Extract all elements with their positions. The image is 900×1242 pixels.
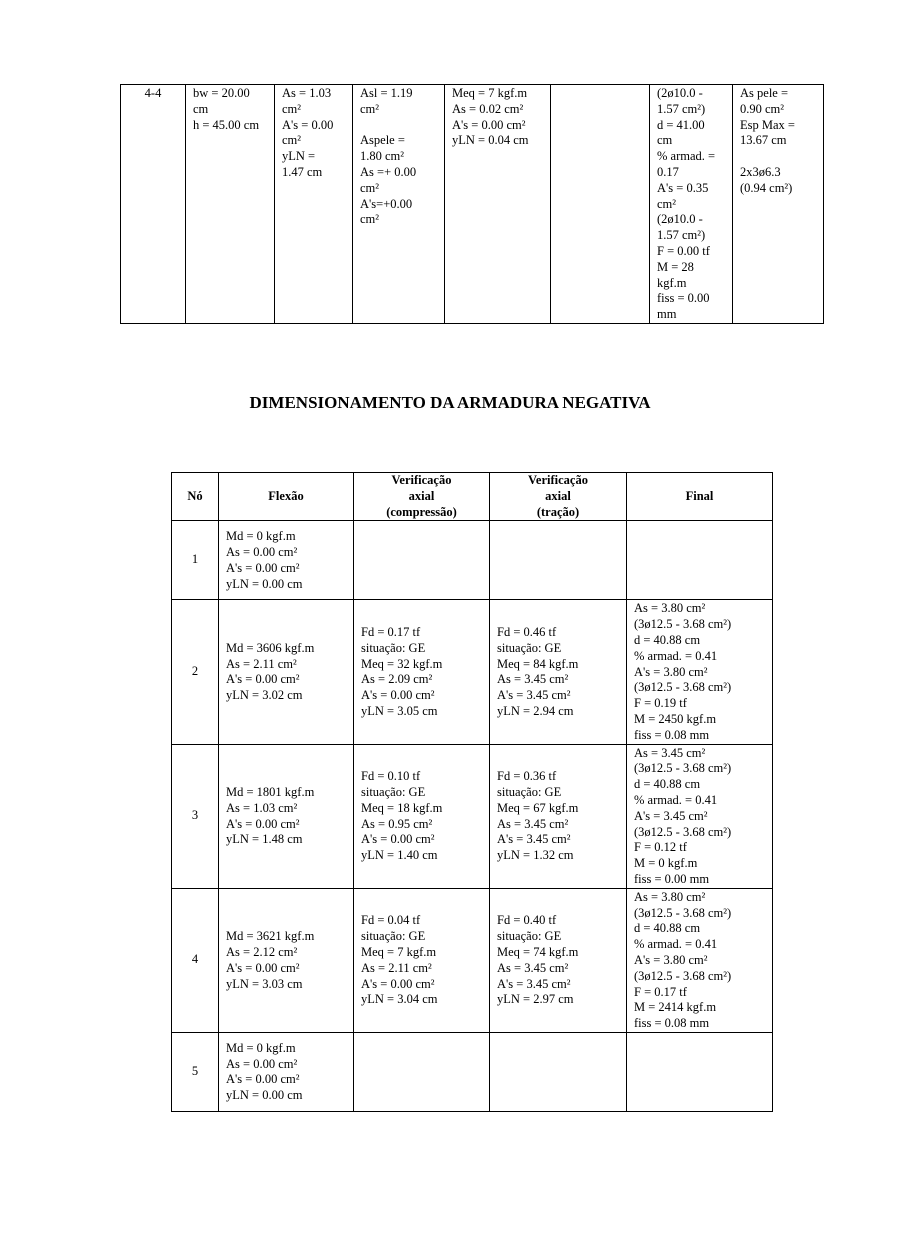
cell-line: Meq = 84 kgf.m xyxy=(497,656,579,671)
cell-line: As = 3.45 cm² xyxy=(497,960,569,975)
cell-line: Meq = 7 kgf.m xyxy=(452,86,528,100)
cell-line: bw = 20.00 xyxy=(193,86,250,100)
cell-line: 1.57 cm²) xyxy=(657,228,706,243)
cell-line: As = 3.45 cm² xyxy=(634,745,706,760)
cell-line: As = 0.95 cm² xyxy=(361,816,433,831)
cell-line: Md = 1801 kgf.m xyxy=(226,785,315,800)
cell-line: yLN = 1.32 cm xyxy=(497,848,574,863)
cell-line: (2ø10.0 - xyxy=(657,86,703,100)
cell-line: % armad. = 0.41 xyxy=(634,648,718,663)
cell-line: kgf.m xyxy=(657,275,687,290)
cell-line: % armad. = 0.41 xyxy=(634,792,718,807)
cell-line: 1.57 cm²) xyxy=(657,101,706,116)
final-cell xyxy=(650,85,733,324)
cell-line: F = 0.00 tf xyxy=(657,243,710,258)
cell-line: Fd = 0.10 tf xyxy=(361,769,421,784)
table-row xyxy=(172,1032,773,1111)
node-cell: 4 xyxy=(172,888,219,1032)
cell-line: yLN = 0.04 cm xyxy=(452,133,529,148)
cell-line: (3ø12.5 - 3.68 cm²) xyxy=(634,680,732,695)
header-final xyxy=(627,473,773,521)
final-cell xyxy=(627,1032,773,1111)
compression-cell xyxy=(354,600,490,744)
cell-line: situação: GE xyxy=(361,640,426,655)
node-cell: 5 xyxy=(172,1032,219,1111)
section-title: DIMENSIONAMENTO DA ARMADURA NEGATIVA xyxy=(249,393,651,412)
header-row xyxy=(172,473,773,521)
cell-line: Nó xyxy=(187,488,203,503)
node-cell: 1 xyxy=(172,521,219,600)
cell-line: 0.17 xyxy=(657,164,679,179)
top-results-table xyxy=(120,84,824,324)
cell-line: A's = 3.45 cm² xyxy=(497,832,571,847)
cell-line: As = 0.00 cm² xyxy=(226,545,298,560)
cell-line: As = 2.12 cm² xyxy=(226,945,298,960)
header-flexion xyxy=(219,473,354,521)
cell-line: A's = 0.00 cm² xyxy=(226,1072,300,1087)
flexion-cell xyxy=(219,521,354,600)
cell-line: cm² xyxy=(282,101,302,116)
shear-cell xyxy=(353,85,445,324)
cell-line: Asl = 1.19 xyxy=(360,86,413,100)
cell-line: A's = 0.00 cm² xyxy=(452,117,526,132)
cell-line: Fd = 0.46 tf xyxy=(497,625,557,640)
flexion-cell xyxy=(219,1032,354,1111)
cell-line: Fd = 0.40 tf xyxy=(497,913,557,928)
cell-line: axial xyxy=(545,488,571,503)
cell-line: Meq = 32 kgf.m xyxy=(361,656,443,671)
cell-line: % armad. = 0.41 xyxy=(634,937,718,952)
table-row xyxy=(172,888,773,1032)
cell-line: d = 40.88 cm xyxy=(634,777,701,792)
traction-cell xyxy=(490,888,627,1032)
cell-line: M = 2414 kgf.m xyxy=(634,1000,717,1015)
cell-line: (0.94 cm²) xyxy=(740,180,793,195)
cell-line: 13.67 cm xyxy=(740,133,787,148)
cell-line: A's = 3.45 cm² xyxy=(497,976,571,991)
cell-line: fiss = 0.08 mm xyxy=(634,1016,710,1031)
cell-line: (tração) xyxy=(536,504,580,519)
header-node xyxy=(172,473,219,521)
cell-line: As = 2.11 cm² xyxy=(226,656,297,671)
cell-line: (3ø12.5 - 3.68 cm²) xyxy=(634,617,732,632)
cell-line: mm xyxy=(657,307,677,322)
cell-line: yLN = 3.04 cm xyxy=(361,992,438,1007)
cell-line: Md = 3621 kgf.m xyxy=(226,929,315,944)
cell-line: fiss = 0.00 mm xyxy=(634,871,710,886)
cell-line: fiss = 0.08 mm xyxy=(634,727,710,742)
table-row xyxy=(172,600,773,744)
cell-line: (3ø12.5 - 3.68 cm²) xyxy=(634,761,732,776)
cell-line: F = 0.19 tf xyxy=(634,696,687,711)
final-cell xyxy=(627,744,773,888)
cell-line: axial xyxy=(408,488,435,503)
traction-cell xyxy=(490,744,627,888)
cell-line: A's = 0.00 cm² xyxy=(361,688,435,703)
cell-line: (3ø12.5 - 3.68 cm²) xyxy=(634,824,732,839)
cell-line: 1.80 cm² xyxy=(360,149,405,164)
header-compression xyxy=(354,473,490,521)
cell-line: Md = 3606 kgf.m xyxy=(226,640,315,655)
cell-line: As = 2.09 cm² xyxy=(361,672,433,687)
table-row xyxy=(121,85,824,324)
cell-line: yLN = 2.97 cm xyxy=(497,992,574,1007)
cell-line: As = 3.45 cm² xyxy=(497,672,569,687)
skin-reinforcement-cell xyxy=(733,85,824,324)
cell-line: As = 0.02 cm² xyxy=(452,101,524,116)
compression-cell xyxy=(354,744,490,888)
node-cell: 3 xyxy=(172,744,219,888)
cell-line: yLN = 1.48 cm xyxy=(226,832,303,847)
cell-line: As = 3.80 cm² xyxy=(634,601,706,616)
flexion-cell xyxy=(275,85,353,324)
cell-line: As = 2.11 cm² xyxy=(361,960,432,975)
cell-line: As = 1.03 xyxy=(282,86,332,100)
cell-line: cm xyxy=(193,101,209,116)
cell-line: Meq = 18 kgf.m xyxy=(361,800,443,815)
cell-line: yLN = xyxy=(282,149,316,164)
table-row xyxy=(172,744,773,888)
cell-line: Aspele = xyxy=(360,133,405,148)
cell-line: % armad. = xyxy=(657,149,716,164)
compression-cell xyxy=(354,521,490,600)
cell-line: 0.90 cm² xyxy=(740,101,785,116)
cell-line: As = 0.00 cm² xyxy=(226,1056,298,1071)
cell-line: A's = 3.45 cm² xyxy=(497,688,571,703)
cell-line: situação: GE xyxy=(497,640,562,655)
cell-line: d = 41.00 xyxy=(657,117,705,132)
flexion-cell xyxy=(219,744,354,888)
cell-line: A's=+0.00 xyxy=(360,196,413,211)
cell-line: Verificação xyxy=(528,473,588,487)
cell-line: As = 1.03 cm² xyxy=(226,800,298,815)
cell-line: yLN = 3.03 cm xyxy=(226,976,303,991)
flexion-cell xyxy=(219,600,354,744)
cell-line: yLN = 0.00 cm xyxy=(226,576,303,591)
cell-line: Md = 0 kgf.m xyxy=(226,529,296,544)
cell-line: A's = 0.00 cm² xyxy=(226,816,300,831)
cell-line: yLN = 1.40 cm xyxy=(361,848,438,863)
cell-line: A's = 0.00 cm² xyxy=(226,560,300,575)
cell-line: fiss = 0.00 xyxy=(657,291,710,306)
final-cell xyxy=(627,600,773,744)
cell-line: Verificação xyxy=(391,473,452,487)
cell-line: yLN = 3.02 cm xyxy=(226,688,303,703)
cell-line: cm² xyxy=(360,212,380,227)
cell-line: Flexão xyxy=(268,488,304,503)
cell-line: (3ø12.5 - 3.68 cm²) xyxy=(634,905,732,920)
cell-line: M = 2450 kgf.m xyxy=(634,711,717,726)
cell-line: 2x3ø6.3 xyxy=(740,164,781,179)
cell-line: yLN = 0.00 cm xyxy=(226,1088,303,1103)
cell-line: yLN = 3.05 cm xyxy=(361,704,438,719)
cell-line: cm² xyxy=(282,133,302,148)
empty-cell xyxy=(551,85,650,324)
cell-line xyxy=(360,118,437,134)
cell-line: yLN = 2.94 cm xyxy=(497,704,574,719)
cell-line: As = 3.80 cm² xyxy=(634,889,706,904)
cell-line: cm² xyxy=(360,180,380,195)
table-row xyxy=(172,521,773,600)
cell-line: A's = 0.00 xyxy=(282,117,334,132)
cell-line: 1.47 cm xyxy=(282,164,323,179)
cell-line: As = 3.45 cm² xyxy=(497,816,569,831)
traction-cell xyxy=(490,521,627,600)
cell-line: situação: GE xyxy=(361,929,426,944)
cell-line: situação: GE xyxy=(497,785,562,800)
cell-line: M = 28 xyxy=(657,259,694,274)
cell-line: cm² xyxy=(360,101,380,116)
cell-line: A's = 3.80 cm² xyxy=(634,664,708,679)
cell-line: A's = 0.35 xyxy=(657,180,709,195)
cell-line xyxy=(740,149,816,165)
cell-line: Meq = 7 kgf.m xyxy=(361,945,437,960)
cell-line: Meq = 67 kgf.m xyxy=(497,800,579,815)
flexion-cell xyxy=(219,888,354,1032)
compression-cell xyxy=(354,1032,490,1111)
node-cell: 2 xyxy=(172,600,219,744)
negative-reinforcement-table xyxy=(171,472,773,1112)
section-id-cell: 4-4 xyxy=(121,85,186,324)
cell-line: A's = 0.00 cm² xyxy=(226,960,300,975)
cell-line: situação: GE xyxy=(361,785,426,800)
cell-line: situação: GE xyxy=(497,929,562,944)
cell-line: M = 0 kgf.m xyxy=(634,856,698,871)
cell-line: d = 40.88 cm xyxy=(634,632,701,647)
geometry-cell xyxy=(186,85,275,324)
cell-line: As pele = xyxy=(740,86,789,100)
cell-line: (2ø10.0 - xyxy=(657,212,703,227)
cell-line: h = 45.00 cm xyxy=(193,117,260,132)
cell-line: As =+ 0.00 xyxy=(360,164,417,179)
cell-line: (compressão) xyxy=(386,504,457,519)
final-cell xyxy=(627,888,773,1032)
cell-line: Fd = 0.36 tf xyxy=(497,769,557,784)
cell-line: A's = 3.45 cm² xyxy=(634,808,708,823)
cell-line: cm² xyxy=(657,196,677,211)
cell-line: Esp Max = xyxy=(740,117,795,132)
cell-line: A's = 0.00 cm² xyxy=(361,976,435,991)
traction-cell xyxy=(490,600,627,744)
cell-line: Md = 0 kgf.m xyxy=(226,1040,296,1055)
cell-line: (3ø12.5 - 3.68 cm²) xyxy=(634,968,732,983)
cell-line: cm xyxy=(657,133,673,148)
cell-line: d = 40.88 cm xyxy=(634,921,701,936)
cell-line: A's = 0.00 cm² xyxy=(361,832,435,847)
traction-cell xyxy=(490,1032,627,1111)
cell-line: A's = 3.80 cm² xyxy=(634,952,708,967)
compression-cell xyxy=(354,888,490,1032)
final-cell xyxy=(627,521,773,600)
cell-line: Final xyxy=(685,488,714,503)
cell-line: Fd = 0.04 tf xyxy=(361,913,421,928)
cell-line: A's = 0.00 cm² xyxy=(226,672,300,687)
header-traction xyxy=(490,473,627,521)
cell-line: Fd = 0.17 tf xyxy=(361,625,421,640)
axial-cell xyxy=(445,85,551,324)
cell-line: F = 0.12 tf xyxy=(634,840,687,855)
cell-line: F = 0.17 tf xyxy=(634,984,687,999)
cell-line: Meq = 74 kgf.m xyxy=(497,945,579,960)
